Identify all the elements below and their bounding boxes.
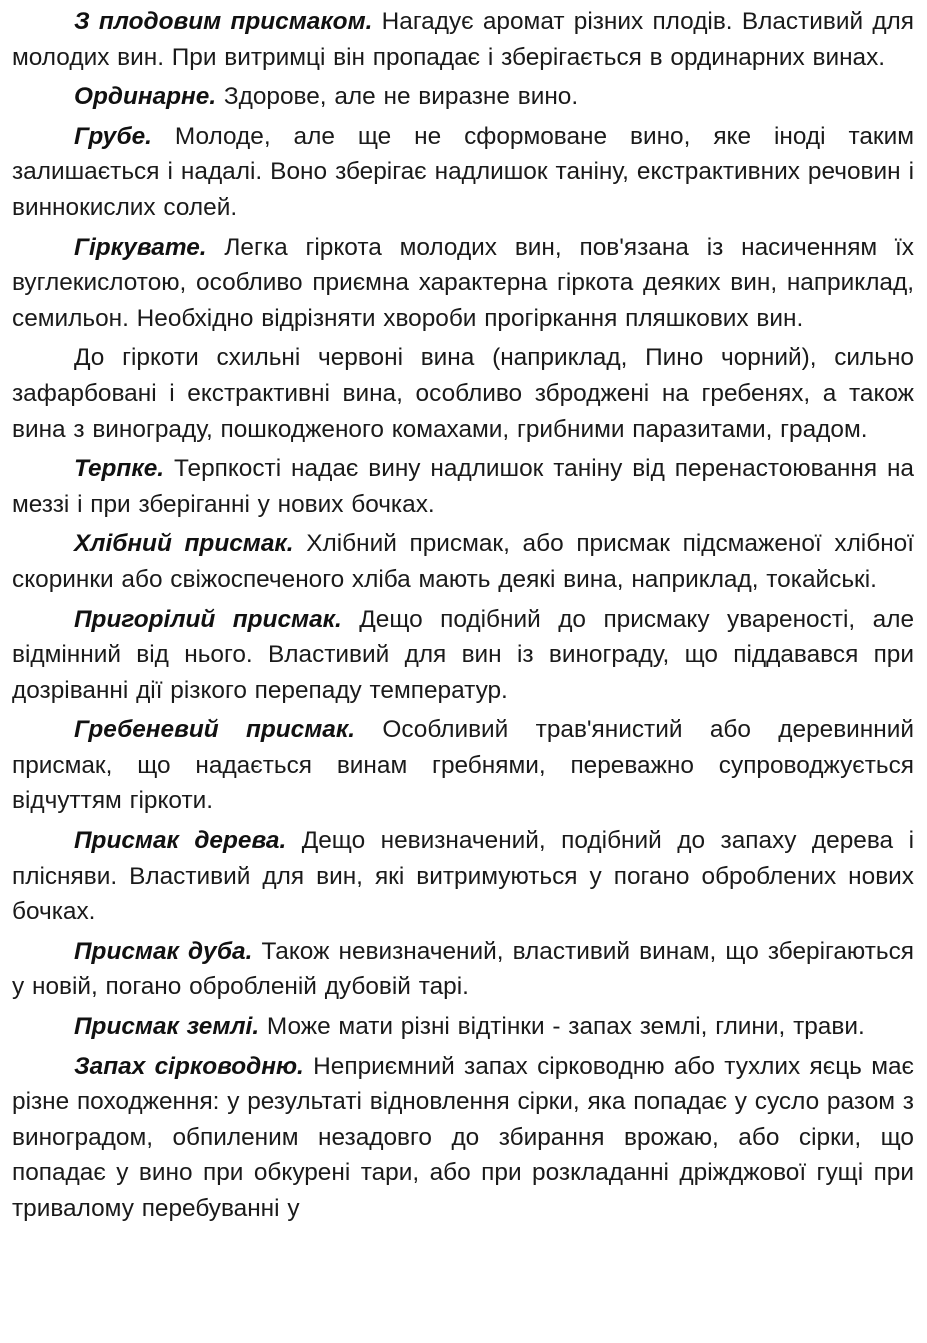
entry-ordinary [12,79,914,115]
entry-term: Ординарне. [74,83,217,111]
entry-stem-taste [12,712,914,819]
entry-text: Хлібний присмак, або присмак підсмаженої хлібної скоринки або свіжоспеченого хліба мають деякі вина, наприклад, токайські. [12,530,914,593]
entry-text: До гіркоти схильні червоні вина (наприклад, Пино чорний), сильно зафарбовані і екстрактивні вина, особливо збродженi на гребенях, а також вина з винограду, пошкодженого комахами, грибними паразитами, градом. [12,344,914,443]
entry-text: Легка гіркота молодих вин, пов'язана із насиченням їх вуглекислотою, особливо приємна характерна гіркота деяких вин, наприклад, семильон. Необхідно відрізняти хвороби прогіркання пляшкових вин. [12,233,914,332]
entry-term: Присмак дерева. [74,827,287,855]
document-page [12,4,914,1231]
entry-astringent [12,451,914,522]
entry-term: Присмак дуба. [74,937,253,965]
entry-text: Особливий трав'янистий або деревинний присмак, що надається винам гребнями, переважно супроводжується відчуттям гіркоти. [12,716,914,815]
entry-text: Неприємний запах сірководню або тухлих яєць має різне походження: у результаті відновлення сірки, яка попадає у сусло разом з виноградом, обпиленим незадовго до збирання врожаю, або сірки, що попадає у вино при обкурені тари, або при розкладанні дріжджової гущі при тривалому перебуванні у [12,1052,914,1222]
entry-hydrogen-sulfide [12,1049,914,1227]
entry-text: Нагадує аромат різних плодів. Властивий для молодих вин. При витримці він пропадає і зберігається в ординарних винах. [12,8,914,71]
entry-text: Дещо подібний до присмаку увареності, але відмінний від нього. Властивий для вин із винограду, що піддавався при дозріванні дії різкого перепаду температур. [12,605,915,704]
entry-term: Гіркувате. [74,233,207,261]
entry-bitterness-note [12,340,914,447]
entry-fruity-taste [12,4,914,75]
entry-term: Пригорілий присмак. [74,605,342,633]
entry-coarse [12,119,914,226]
entry-term: Хлібний присмак. [74,530,294,558]
entry-text: Здорове, але не виразне вино. [216,83,579,111]
entry-text: Молоде, але ще не сформоване вино, яке іноді таким залишається і надалі. Воно зберігає надлишок таніну, екстрактивних речовин і виннокислих солей. [12,122,914,221]
entry-term: Запах сірководню. [74,1052,304,1080]
entry-bread-taste [12,526,914,597]
entry-text: Також невизначений, властивий винам, що зберігаються у новій, погано обробленій дубовій тарі. [12,937,914,1001]
entry-term: Грубе. [74,122,152,150]
entry-text: Дещо невизначений, подібний до запаху дерева і плісняви. Властивий для вин, які витримуються у погано оброблених нових бочках. [12,827,914,926]
entry-wood-taste [12,823,914,930]
entry-text: Терпкості надає вину надлишок таніну від перенастоювання на меззі і при зберіганні у нових бочках. [12,455,914,518]
entry-oak-taste [12,934,914,1005]
entry-term: Терпке. [74,455,165,483]
entry-earth-taste [12,1009,914,1045]
entry-text: Може мати різні відтінки - запах землі, глини, трави. [259,1013,865,1041]
entry-term: З плодовим присмаком. [74,8,373,35]
entry-burnt-taste [12,602,914,709]
entry-term: Гребеневий присмак. [74,716,355,744]
entry-term: Присмак землі. [74,1013,260,1041]
entry-bitterish [12,230,914,337]
